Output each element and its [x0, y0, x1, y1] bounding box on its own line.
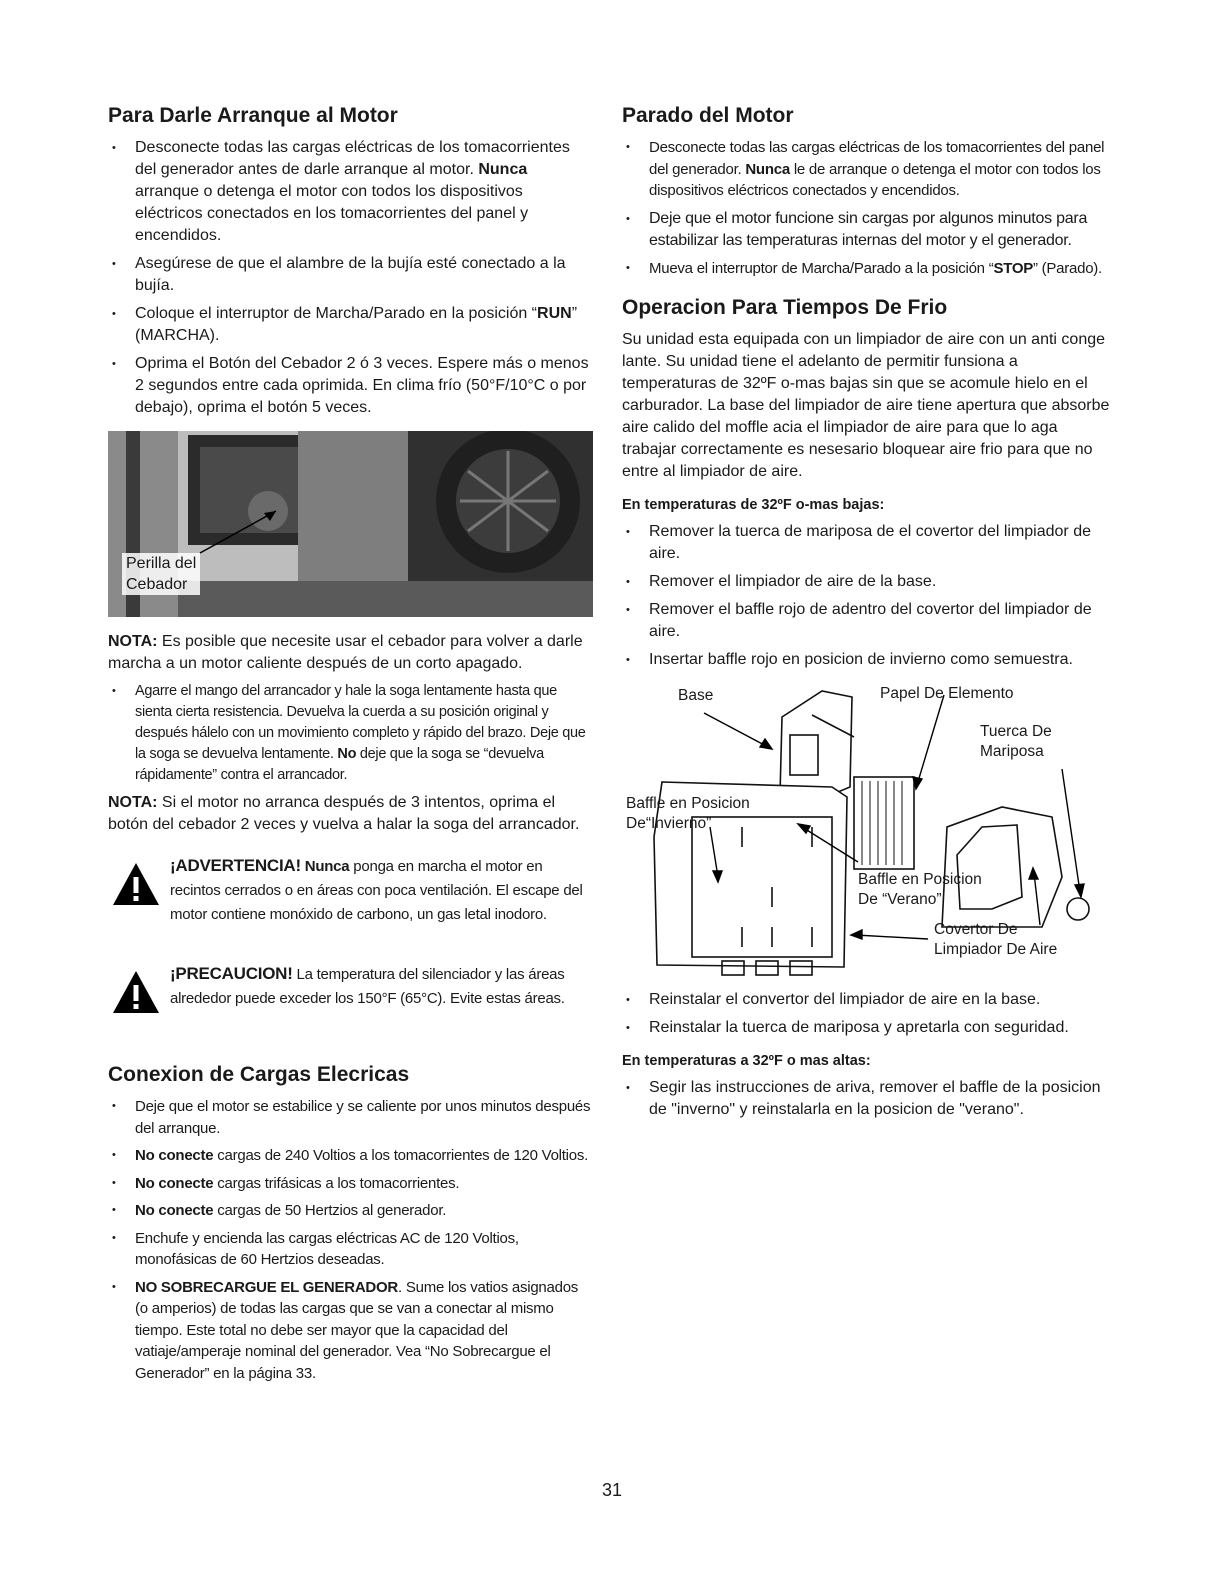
caution-triangle-icon — [112, 970, 160, 1014]
air-cleaner-diagram — [622, 677, 1112, 985]
label-tuerca-2: Mariposa — [980, 743, 1044, 760]
list-item: • Coloque el interruptor de Marcha/Parado en la posición “RUN” (MARCHA). — [108, 303, 593, 347]
note-paragraph-2: NOTA: Si el motor no arranca después de 3 intentos, oprima el botón del cebador 2 veces y vuelva a halar la soga del arrancador. — [108, 794, 580, 833]
start-title: Para Darle Arranque al Motor — [108, 104, 398, 127]
label-baffle-invierno-2: De“Invierno” — [626, 815, 712, 832]
list-item: • No conecte cargas trifásicas a los tomacorrientes. — [108, 1173, 593, 1195]
cold-intro: Su unidad esta equipada con un limpiador de aire con un anti conge lante. Su unidad tiene el adelanto de permitir funsiona a temperaturas de 32ºF o-mas bajas sin que se acomule hielo en el carburador. La base del limpiador de aire tiene apertura que absorbe aire calido del moffle acia el limpiador de aire para que lo aga trabajar correctamente es nesesario bloquear aire frio para que no entre al limpiador de aire. — [622, 331, 1110, 480]
list-item: • Reinstalar la tuerca de mariposa y apretarla con seguridad. — [622, 1017, 1112, 1039]
after-list — [622, 989, 1112, 1039]
label-baffle-verano-2: De “Verano” — [858, 891, 942, 908]
caution-block: ¡PRECAUCION! La temperatura del silenciador y las áreas alrededor puede exceder los 150°F (65°C). Evite estas áreas. — [108, 962, 593, 1052]
label-baffle-verano-1: Baffle en Posicion — [858, 871, 982, 888]
list-item: • Deje que el motor funcione sin cargas por algunos minutos para estabilizar las temperaturas internas del motor y el generador. — [622, 208, 1112, 252]
warning-triangle-icon — [112, 862, 160, 906]
list-item: • Segir las instrucciones de ariva, remover el baffle de la posicion de "inverno" y reinstalarla en la posicion de "verano". — [622, 1077, 1112, 1121]
caution-heading: ¡PRECAUCION! — [170, 964, 293, 983]
choke-photo — [108, 431, 593, 617]
note-paragraph: NOTA: Es posible que necesite usar el cebador para volver a darle marcha a un motor caliente después de un corto apagado. — [108, 633, 583, 672]
list-item: • NO SOBRECARGUE EL GENERADOR. Sume los vatios asignados (o amperios) de todas las cargas que se van a conectar al mismo tiempo. Este total no debe ser mayor que la capacidad del vatiaje/amperaje nominal del generador. Vea “No Sobrecargue el Generador” en la página 33. — [108, 1277, 593, 1385]
list-item: • No conecte cargas de 240 Voltios a los tomacorrientes de 120 Voltios. — [108, 1145, 593, 1167]
label-covertor-1: Covertor De — [934, 921, 1018, 938]
list-item: • Remover el limpiador de aire de la base. — [622, 571, 1112, 593]
label-base: Base — [678, 687, 714, 704]
right-column — [622, 103, 1112, 1127]
warning-block: ¡ADVERTENCIA! Nunca ponga en marcha el motor en recintos cerrados o en áreas con poca ventilación. El escape del motor contiene monóxido de carbono, un gas letal inodoro. — [108, 854, 593, 944]
pull-list — [108, 681, 593, 786]
list-item: • Agarre el mango del arrancador y hale la soga lentamente hasta que sienta cierta resistencia. Devuelva la cuerda a su posición original y después hálelo con un movimiento completo y rápido del brazo. Deje que la soga se devuelva lentamente. No deje que la soga se “devuelva rápidamente” contra el arrancador. — [108, 681, 593, 786]
below-32-heading: En temperaturas de 32ºF o-mas bajas: — [622, 497, 885, 513]
loads-list — [108, 1096, 593, 1384]
page-number: 31 — [601, 1480, 623, 1500]
label-tuerca-1: Tuerca De — [980, 723, 1052, 740]
list-item: • Reinstalar el convertor del limpiador de aire en la base. — [622, 989, 1112, 1011]
start-list — [108, 137, 593, 419]
choke-knob-label: Perilla del Cebador — [122, 553, 200, 595]
stop-list — [622, 137, 1112, 279]
list-item: • Asegúrese de que el alambre de la bujía esté conectado a la bujía. — [108, 253, 593, 297]
list-item: • Enchufe y encienda las cargas eléctricas AC de 120 Voltios, monofásicas de 60 Hertzios deseadas. — [108, 1228, 593, 1271]
below-list — [622, 521, 1112, 671]
list-item: • Remover la tuerca de mariposa de el covertor del limpiador de aire. — [622, 521, 1112, 565]
loads-title: Conexion de Cargas Elecricas — [108, 1063, 410, 1086]
label-papel: Papel De Elemento — [880, 685, 1014, 702]
list-item: • Desconecte todas las cargas eléctricas de los tomacorrientes del generador antes de darle arranque al motor. Nunca arranque o detenga el motor con todos los dispositivos eléctricos conectados en los tomacorrientes del panel y encendidos. — [108, 137, 593, 247]
list-item: • Deje que el motor se estabilice y se caliente por unos minutos después del arranque. — [108, 1096, 593, 1139]
list-item: • Mueva el interruptor de Marcha/Parado a la posición “STOP” (Parado). — [622, 258, 1112, 280]
stop-title: Parado del Motor — [622, 104, 794, 127]
left-column — [108, 103, 593, 1390]
cold-title: Operacion Para Tiempos De Frio — [622, 296, 948, 319]
above-list — [622, 1077, 1112, 1121]
label-baffle-invierno-1: Baffle en Posicion — [626, 795, 750, 812]
warning-heading: ¡ADVERTENCIA! — [170, 856, 301, 875]
above-32-heading: En temperaturas a 32ºF o mas altas: — [622, 1053, 871, 1069]
list-item: • Remover el baffle rojo de adentro del covertor del limpiador de aire. — [622, 599, 1112, 643]
list-item: • Insertar baffle rojo en posicion de invierno como semuestra. — [622, 649, 1112, 671]
list-item: • No conecte cargas de 50 Hertzios al generador. — [108, 1200, 593, 1222]
label-covertor-2: Limpiador De Aire — [934, 941, 1058, 958]
list-item: • Desconecte todas las cargas eléctricas de los tomacorrientes del panel del generador. Nunca le de arranque o detenga el motor con todos los dispositivos eléctricos conectados y encendidos. — [622, 137, 1112, 202]
list-item: • Oprima el Botón del Cebador 2 ó 3 veces. Espere más o menos 2 segundos entre cada oprimida. En clima frío (50°F/10°C o por debajo), oprima el botón 5 veces. — [108, 353, 593, 419]
